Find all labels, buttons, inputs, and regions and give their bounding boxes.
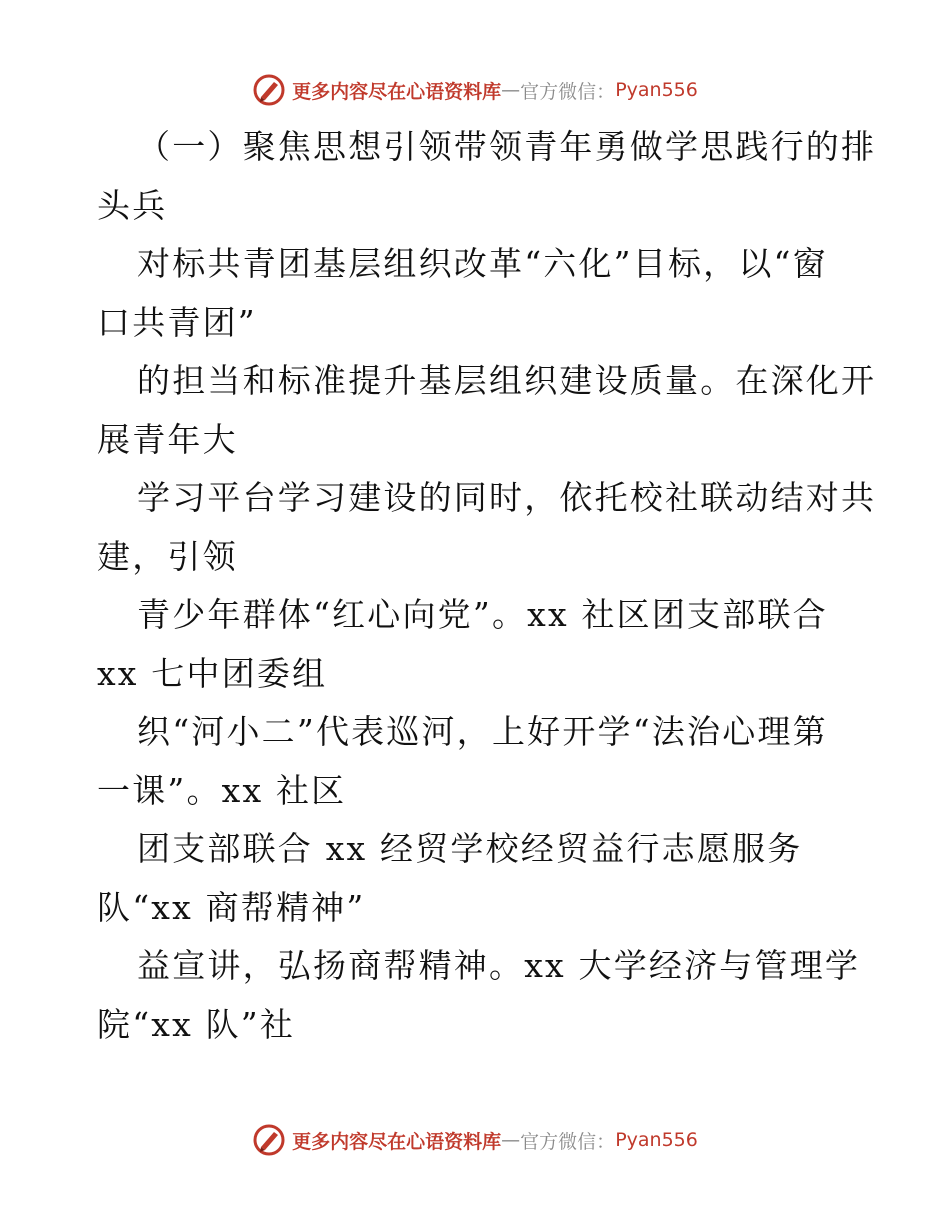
footer-watermark: [0, 1120, 950, 1160]
watermark-label: 官方微信：: [520, 1130, 616, 1153]
text-line: 口共青团”: [97, 302, 257, 342]
text-line: xx 七中团委组: [97, 653, 328, 693]
text-line: 学习平台学习建设的同时，依托校社联动结对共: [137, 478, 877, 517]
text-line: 织“河小二”代表巡河，上好开学“法治心理第: [137, 712, 828, 751]
text-line: 头兵: [97, 185, 168, 225]
watermark-brand: 更多内容尽在心语资料库: [292, 80, 502, 103]
text-line: 队“xx 商帮精神”: [97, 887, 366, 927]
pen-circle-logo-icon: [252, 73, 286, 107]
section-heading: （一）聚焦思想引领带领青年勇做学思践行的排: [137, 127, 877, 166]
text-line: 建，引领: [97, 536, 238, 576]
watermark-id: Pyan556: [615, 79, 698, 101]
text-line: 团支部联合 xx 经贸学校经贸益行志愿服务: [137, 829, 803, 868]
document-body: [97, 118, 877, 1054]
text-line: 展青年大: [97, 419, 238, 459]
text-line: 对标共青团基层组织改革“六化”目标，以“窗: [137, 244, 828, 283]
watermark-label: 官方微信：: [520, 80, 616, 103]
text-line: 的担当和标准提升基层组织建设质量。在深化开: [137, 361, 877, 400]
header-watermark: [0, 70, 950, 110]
text-line: 益宣讲，弘扬商帮精神。xx 大学经济与管理学: [137, 946, 861, 985]
text-line: 青少年群体“红心向党”。xx 社区团支部联合: [137, 595, 828, 634]
watermark-separator: —: [501, 79, 521, 101]
pen-circle-logo-icon: [252, 1123, 286, 1157]
text-line: 院“xx 队”社: [97, 1004, 296, 1044]
watermark-id: Pyan556: [615, 1129, 698, 1151]
text-line: 一课”。xx 社区: [97, 770, 347, 810]
watermark-separator: —: [501, 1129, 521, 1151]
watermark-brand: 更多内容尽在心语资料库: [292, 1130, 502, 1153]
